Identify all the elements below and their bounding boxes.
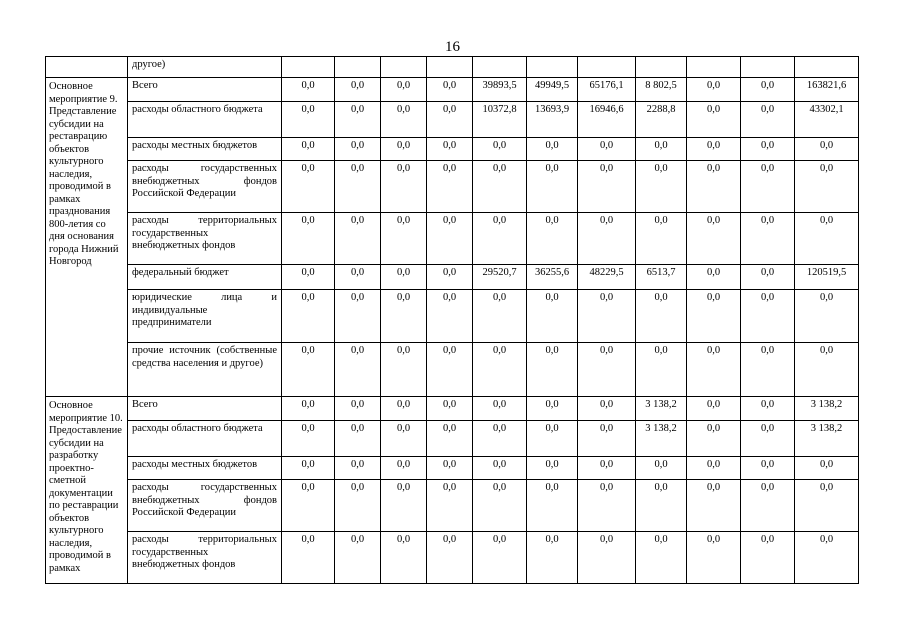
value-cell: 0,0 [381, 480, 427, 532]
value-cell: 0,0 [473, 421, 527, 457]
value-cell: 0,0 [427, 421, 473, 457]
value-cell: 10372,8 [473, 102, 527, 138]
value-cell: 0,0 [282, 265, 335, 290]
value-cell: 0,0 [795, 138, 859, 161]
value-cell: 0,0 [527, 421, 578, 457]
value-cell: 0,0 [527, 213, 578, 265]
table-row [46, 480, 859, 532]
value-cell: 0,0 [335, 138, 381, 161]
table-row [46, 213, 859, 265]
value-cell: 0,0 [741, 457, 795, 480]
value-cell: 0,0 [473, 290, 527, 343]
value-cell: 0,0 [687, 265, 741, 290]
value-cell [381, 57, 427, 78]
value-cell: 0,0 [335, 213, 381, 265]
value-cell: 0,0 [473, 480, 527, 532]
value-cell: 0,0 [795, 161, 859, 213]
value-cell: 0,0 [473, 138, 527, 161]
value-cell: 0,0 [527, 161, 578, 213]
value-cell: 0,0 [282, 290, 335, 343]
value-cell: 0,0 [741, 265, 795, 290]
value-cell: 0,0 [335, 78, 381, 102]
source-cell: расходы государственных внебюджетных фондов Российской Федерации [128, 480, 282, 532]
value-cell [636, 57, 687, 78]
value-cell: 0,0 [636, 213, 687, 265]
value-cell: 0,0 [578, 457, 636, 480]
value-cell [795, 57, 859, 78]
value-cell: 0,0 [381, 265, 427, 290]
value-cell: 0,0 [527, 343, 578, 397]
value-cell: 0,0 [687, 397, 741, 421]
table-row [46, 457, 859, 480]
table-body [46, 57, 859, 584]
value-cell: 0,0 [578, 532, 636, 584]
value-cell: 0,0 [687, 78, 741, 102]
value-cell: 0,0 [335, 102, 381, 138]
value-cell: 0,0 [578, 343, 636, 397]
value-cell: 0,0 [741, 78, 795, 102]
value-cell: 0,0 [795, 290, 859, 343]
value-cell: 0,0 [741, 138, 795, 161]
value-cell: 0,0 [381, 457, 427, 480]
value-cell: 3 138,2 [636, 421, 687, 457]
page-number: 16 [445, 39, 460, 55]
value-cell: 0,0 [741, 480, 795, 532]
value-cell: 0,0 [427, 78, 473, 102]
value-cell: 0,0 [578, 161, 636, 213]
value-cell: 39893,5 [473, 78, 527, 102]
table-row [46, 265, 859, 290]
value-cell [282, 57, 335, 78]
value-cell: 0,0 [427, 480, 473, 532]
value-cell: 0,0 [741, 213, 795, 265]
value-cell: 0,0 [335, 480, 381, 532]
value-cell: 0,0 [381, 213, 427, 265]
value-cell: 43302,1 [795, 102, 859, 138]
value-cell [335, 57, 381, 78]
value-cell: 0,0 [795, 532, 859, 584]
source-cell: Всего [128, 78, 282, 102]
value-cell: 0,0 [282, 78, 335, 102]
value-cell: 0,0 [381, 421, 427, 457]
value-cell: 0,0 [473, 343, 527, 397]
source-cell: расходы местных бюджетов [128, 138, 282, 161]
value-cell: 0,0 [741, 161, 795, 213]
value-cell: 3 138,2 [636, 397, 687, 421]
value-cell: 0,0 [636, 290, 687, 343]
value-cell [427, 57, 473, 78]
value-cell: 0,0 [282, 480, 335, 532]
source-cell: расходы местных бюджетов [128, 457, 282, 480]
value-cell: 0,0 [473, 161, 527, 213]
value-cell: 0,0 [335, 532, 381, 584]
value-cell: 0,0 [282, 532, 335, 584]
value-cell: 0,0 [427, 343, 473, 397]
value-cell: 0,0 [578, 480, 636, 532]
table-row [46, 532, 859, 584]
table-row [46, 138, 859, 161]
value-cell: 0,0 [427, 265, 473, 290]
value-cell: 0,0 [527, 457, 578, 480]
value-cell: 0,0 [282, 343, 335, 397]
value-cell: 0,0 [335, 290, 381, 343]
value-cell: 0,0 [527, 532, 578, 584]
value-cell: 0,0 [427, 397, 473, 421]
value-cell: 0,0 [741, 532, 795, 584]
value-cell: 48229,5 [578, 265, 636, 290]
table-row [46, 57, 859, 78]
value-cell: 0,0 [282, 421, 335, 457]
value-cell: 0,0 [527, 480, 578, 532]
value-cell: 0,0 [527, 290, 578, 343]
source-cell: расходы областного бюджета [128, 421, 282, 457]
source-cell: прочие источник (собственные средства населения и другое) [128, 343, 282, 397]
value-cell: 0,0 [427, 213, 473, 265]
source-cell: расходы областного бюджета [128, 102, 282, 138]
value-cell: 0,0 [335, 457, 381, 480]
value-cell: 0,0 [741, 343, 795, 397]
value-cell: 6513,7 [636, 265, 687, 290]
value-cell: 0,0 [381, 138, 427, 161]
value-cell: 0,0 [427, 138, 473, 161]
value-cell: 0,0 [687, 161, 741, 213]
value-cell: 2288,8 [636, 102, 687, 138]
value-cell: 0,0 [381, 290, 427, 343]
value-cell: 0,0 [687, 138, 741, 161]
budget-table [45, 56, 859, 584]
value-cell: 36255,6 [527, 265, 578, 290]
value-cell: 0,0 [282, 457, 335, 480]
value-cell: 0,0 [335, 265, 381, 290]
value-cell: 0,0 [636, 532, 687, 584]
value-cell: 0,0 [381, 532, 427, 584]
value-cell: 0,0 [427, 102, 473, 138]
table-row [46, 343, 859, 397]
value-cell: 120519,5 [795, 265, 859, 290]
value-cell: 0,0 [427, 532, 473, 584]
value-cell: 0,0 [282, 102, 335, 138]
value-cell: 0,0 [282, 213, 335, 265]
value-cell: 49949,5 [527, 78, 578, 102]
table-row [46, 102, 859, 138]
value-cell: 16946,6 [578, 102, 636, 138]
value-cell: 0,0 [687, 213, 741, 265]
value-cell: 0,0 [282, 138, 335, 161]
value-cell: 0,0 [687, 102, 741, 138]
value-cell: 0,0 [381, 78, 427, 102]
value-cell: 8 802,5 [636, 78, 687, 102]
value-cell: 0,0 [741, 290, 795, 343]
value-cell: 0,0 [578, 138, 636, 161]
value-cell: 3 138,2 [795, 397, 859, 421]
value-cell: 65176,1 [578, 78, 636, 102]
value-cell: 0,0 [427, 290, 473, 343]
value-cell: 0,0 [636, 480, 687, 532]
activity-name-cell: Основное мероприятие 9. Представление субсидии на реставрацию объектов культурного наследия, проводимой в рамках празднования 800-летия со дня основания города Нижний Новгород [46, 78, 128, 397]
value-cell: 0,0 [687, 343, 741, 397]
value-cell: 0,0 [687, 457, 741, 480]
value-cell: 13693,9 [527, 102, 578, 138]
value-cell: 0,0 [335, 397, 381, 421]
value-cell: 0,0 [527, 397, 578, 421]
value-cell: 0,0 [741, 397, 795, 421]
source-cell: расходы территориальных государственных внебюджетных фондов [128, 213, 282, 265]
value-cell [578, 57, 636, 78]
value-cell: 0,0 [687, 480, 741, 532]
value-cell: 0,0 [636, 138, 687, 161]
value-cell: 0,0 [795, 213, 859, 265]
value-cell: 0,0 [473, 457, 527, 480]
table-row [46, 78, 859, 102]
value-cell: 0,0 [795, 457, 859, 480]
value-cell: 0,0 [578, 290, 636, 343]
value-cell: 0,0 [381, 343, 427, 397]
value-cell: 0,0 [527, 138, 578, 161]
source-cell: расходы государственных внебюджетных фондов Российской Федерации [128, 161, 282, 213]
value-cell: 0,0 [282, 161, 335, 213]
source-cell: расходы территориальных государственных внебюджетных фондов [128, 532, 282, 584]
value-cell: 0,0 [381, 161, 427, 213]
value-cell: 0,0 [741, 102, 795, 138]
source-cell: Всего [128, 397, 282, 421]
value-cell: 0,0 [427, 161, 473, 213]
table-row [46, 421, 859, 457]
value-cell: 0,0 [687, 532, 741, 584]
source-cell: юридические лица и индивидуальные предприниматели [128, 290, 282, 343]
activity-name-cell: Основное мероприятие 10. Предоставление субсидии на разработку проектно-сметной документации по реставрации объектов культурного наследия, проводимой в рамках [46, 397, 128, 584]
value-cell: 0,0 [687, 421, 741, 457]
value-cell [473, 57, 527, 78]
activity-name-cell [46, 57, 128, 78]
value-cell: 0,0 [578, 421, 636, 457]
value-cell: 0,0 [687, 290, 741, 343]
value-cell: 0,0 [636, 457, 687, 480]
value-cell: 0,0 [636, 343, 687, 397]
value-cell: 0,0 [335, 343, 381, 397]
value-cell: 0,0 [795, 480, 859, 532]
source-cell: федеральный бюджет [128, 265, 282, 290]
value-cell: 0,0 [578, 397, 636, 421]
value-cell: 0,0 [427, 457, 473, 480]
value-cell [687, 57, 741, 78]
table-row [46, 290, 859, 343]
value-cell: 0,0 [473, 532, 527, 584]
value-cell: 163821,6 [795, 78, 859, 102]
value-cell: 0,0 [335, 421, 381, 457]
value-cell [527, 57, 578, 78]
value-cell [741, 57, 795, 78]
value-cell: 0,0 [381, 102, 427, 138]
value-cell: 0,0 [741, 421, 795, 457]
value-cell: 0,0 [636, 161, 687, 213]
value-cell: 0,0 [473, 213, 527, 265]
table-row [46, 397, 859, 421]
value-cell: 0,0 [473, 397, 527, 421]
value-cell: 0,0 [578, 213, 636, 265]
value-cell: 0,0 [795, 343, 859, 397]
value-cell: 0,0 [335, 161, 381, 213]
value-cell: 0,0 [381, 397, 427, 421]
source-cell: другое) [128, 57, 282, 78]
value-cell: 29520,7 [473, 265, 527, 290]
value-cell: 3 138,2 [795, 421, 859, 457]
value-cell: 0,0 [282, 397, 335, 421]
table-row [46, 161, 859, 213]
